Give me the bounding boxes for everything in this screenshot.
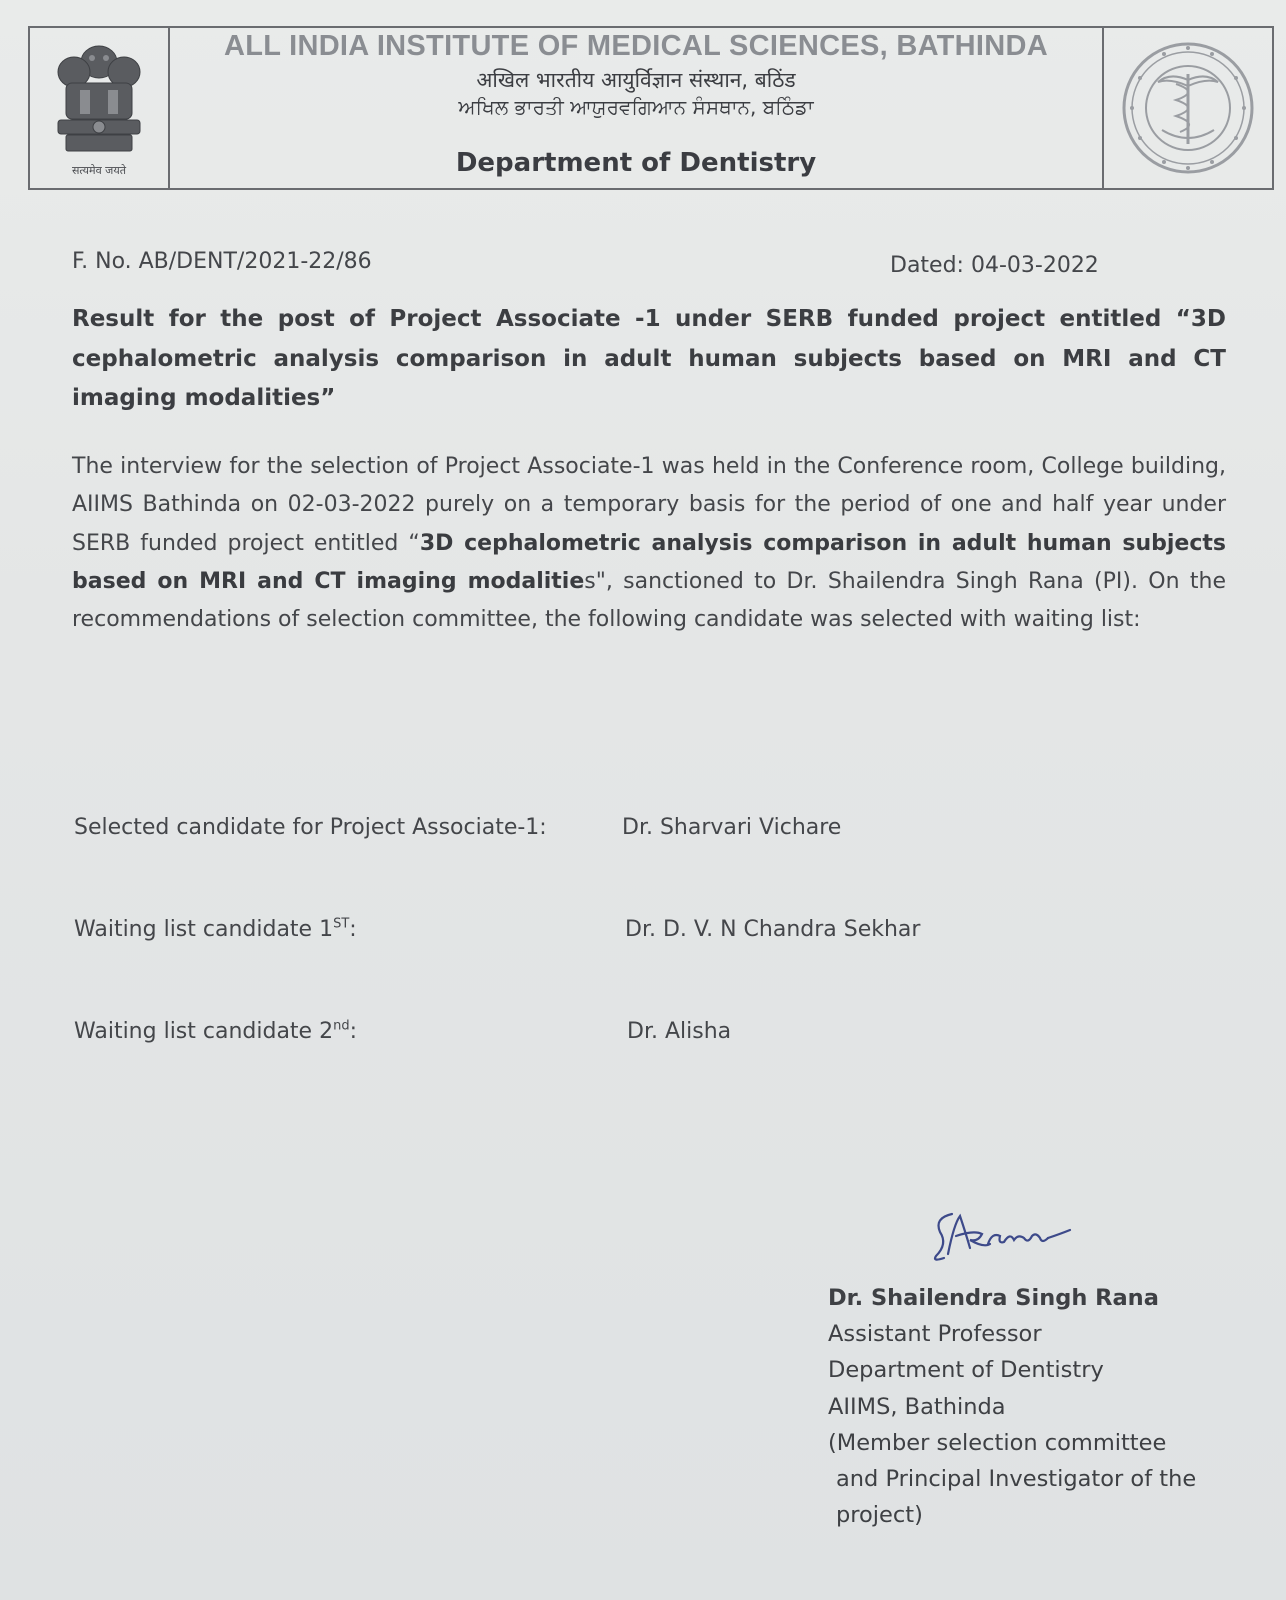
waiting-list-2-value: Dr. Alisha (627, 1019, 732, 1044)
subject-heading: Result for the post of Project Associate -1 under SERB funded project entitled “3D cephalometric analysis comparison in adult human subjects based on MRI and CT imaging modalities” (72, 306, 1226, 412)
signatory-block (828, 1280, 1248, 1534)
letterhead-titles (170, 28, 1102, 188)
institute-name-punjabi: ਅਖਿਲ ਭਾਰਤੀ ਆਯੁਰਵਗਿਆਨ ਸੰਸਥਾਨ, ਬਠਿੰਡਾ (458, 95, 814, 119)
selected-candidate-value: Dr. Sharvari Vichare (622, 815, 842, 840)
waiting-list-1-label: Waiting list candidate 1ST: (74, 916, 357, 942)
signatory-note-line-2: and Principal Investigator of the (836, 1466, 1197, 1493)
body-paragraph (72, 448, 1226, 639)
waiting-list-1-value: Dr. D. V. N Chandra Sekhar (625, 917, 921, 942)
signatory-designation: Assistant Professor (828, 1321, 1042, 1348)
project-title-bold: 3D cephalometric analysis comparison in adult human subjects based on MRI and CT imaging modalitie (72, 530, 1226, 594)
document-date: Dated: 04-03-2022 (890, 253, 1099, 278)
selected-candidate-label: Selected candidate for Project Associate-1: (74, 815, 547, 840)
emblem-motto: सत्यमेव जयते (71, 164, 126, 177)
emblem-cell (30, 28, 170, 188)
seal-cell (1102, 28, 1272, 188)
institute-name-hindi: अखिल भारतीय आयुर्विज्ञान संस्थान, बठिंड (476, 68, 796, 92)
handwritten-signature (930, 1204, 1090, 1272)
file-number: F. No. AB/DENT/2021-22/86 (72, 249, 372, 274)
signatory-department: Department of Dentistry (828, 1357, 1104, 1384)
signatory-note-line-3: project) (836, 1502, 923, 1529)
national-emblem-icon (30, 28, 168, 160)
signatory-institute: AIIMS, Bathinda (828, 1393, 1006, 1420)
signatory-name: Dr. Shailendra Singh Rana (828, 1285, 1159, 1311)
department-title: Department of Dentistry (455, 148, 817, 178)
body-text-end: s", sanctioned to Dr. Shailendra Singh Rana (PI). On the recommendations of selection committee, the following candidate was selected with waiting list: (72, 568, 1227, 633)
signatory-note-line-1: (Member selection committee (828, 1429, 1167, 1456)
institute-name-english: ALL INDIA INSTITUTE OF MEDICAL SCIENCES, BATHINDA (223, 30, 1049, 62)
waiting-list-2-label: Waiting list candidate 2nd: (74, 1018, 358, 1044)
body-text-start: The interview for the selection of Project Associate-1 was held in the Conference room, College building, AIIMS Bathinda on 02-03-2022 purely on a temporary basis for the period of one and half year under SERB funded project entitled “ (72, 454, 1226, 556)
letterhead (28, 26, 1274, 190)
aiims-seal-icon (1104, 28, 1272, 188)
